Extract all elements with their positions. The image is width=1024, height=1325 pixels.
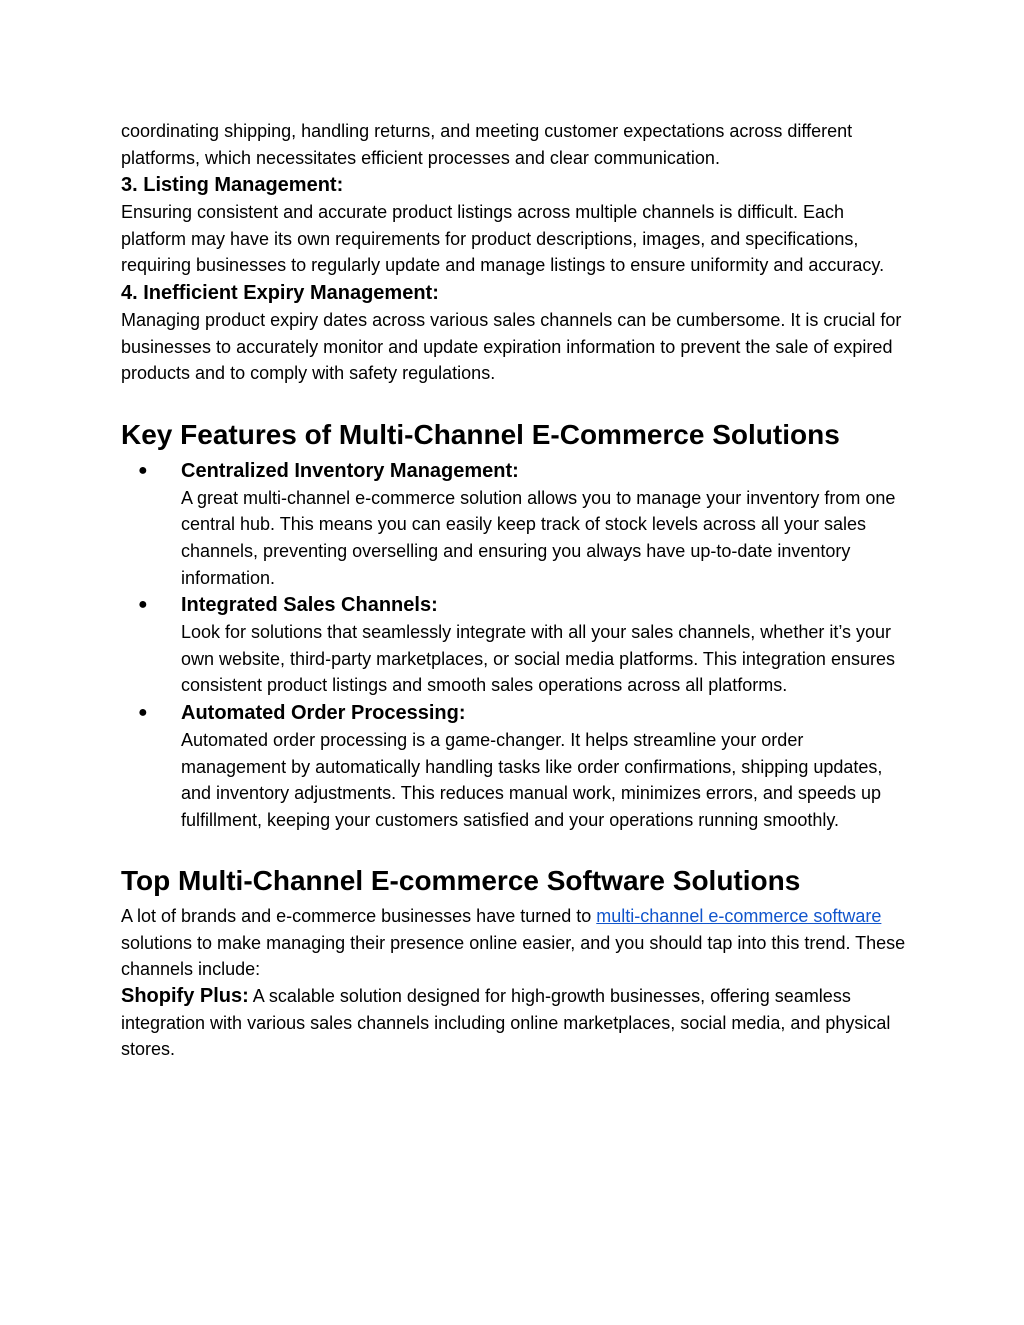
feature-title: Automated Order Processing: bbox=[181, 701, 466, 724]
bullet-icon: ● bbox=[138, 703, 148, 721]
document-page bbox=[121, 118, 911, 1063]
multi-channel-software-link[interactable]: multi-channel e-commerce software bbox=[596, 906, 882, 927]
feature-text: Look for solutions that seamlessly integrate with all your sales channels, whether it’s your own website, third-party marketplaces, or social media platforms. This integration ensures consistent product listings and smooth sales operations across all platforms. bbox=[181, 622, 895, 696]
top-solutions-heading: Top Multi-Channel E-commerce Software Solutions bbox=[121, 865, 801, 897]
listing-management-text: Ensuring consistent and accurate product listings across multiple channels is difficult. Each platform may have its own requirements for product descriptions, images, and specifications, requiring businesses to regularly update and manage listings to ensure uniformity and accuracy. bbox=[121, 202, 885, 276]
intro-paragraph: coordinating shipping, handling returns, and meeting customer expectations across different platforms, which necessitates efficient processes and clear communication. bbox=[121, 121, 853, 168]
intro-text-after-link: solutions to make managing their presence online easier, and you should tap into this trend. These channels include: bbox=[121, 932, 906, 980]
bullet-icon: ● bbox=[138, 461, 148, 479]
key-features-heading: Key Features of Multi-Channel E-Commerce Solutions bbox=[121, 418, 840, 450]
list-item bbox=[121, 457, 911, 591]
top-solutions-intro bbox=[121, 903, 911, 983]
feature-title: Centralized Inventory Management: bbox=[181, 459, 519, 482]
feature-text: Automated order processing is a game-changer. It helps streamline your order management by automatically handling tasks like order confirmations, shipping updates, and inventory adjustments. This reduces manual work, minimizes errors, and speeds up fulfillment, keeping your customers satisfied and your operations running smoothly. bbox=[181, 729, 883, 830]
feature-title: Integrated Sales Channels: bbox=[181, 594, 438, 617]
expiry-management-heading: 4. Inefficient Expiry Management: bbox=[121, 281, 439, 304]
shopify-plus-text: A scalable solution designed for high-growth businesses, offering seamless integration with various sales channels including online marketplaces, social media, and physical stores. bbox=[121, 986, 891, 1060]
listing-management-heading: 3. Listing Management: bbox=[121, 174, 344, 197]
expiry-management-text: Managing product expiry dates across various sales channels can be cumbersome. It is crucial for businesses to accurately monitor and update expiration information to prevent the sale of expired products and to comply with safety regulations. bbox=[121, 309, 902, 384]
key-features-list bbox=[121, 457, 911, 834]
list-item bbox=[121, 591, 911, 699]
shopify-plus-paragraph bbox=[121, 983, 911, 1063]
bullet-icon: ● bbox=[138, 596, 148, 614]
feature-text: A great multi-channel e-commerce solution allows you to manage your inventory from one central hub. This means you can easily keep track of stock levels across all your sales channels, preventing overselling and ensuring you always have up-to-date inventory information. bbox=[181, 487, 896, 588]
intro-text-before-link: A lot of brands and e-commerce businesses have turned to bbox=[121, 906, 597, 927]
shopify-plus-label: Shopify Plus: bbox=[121, 985, 249, 1008]
list-item bbox=[121, 699, 911, 833]
